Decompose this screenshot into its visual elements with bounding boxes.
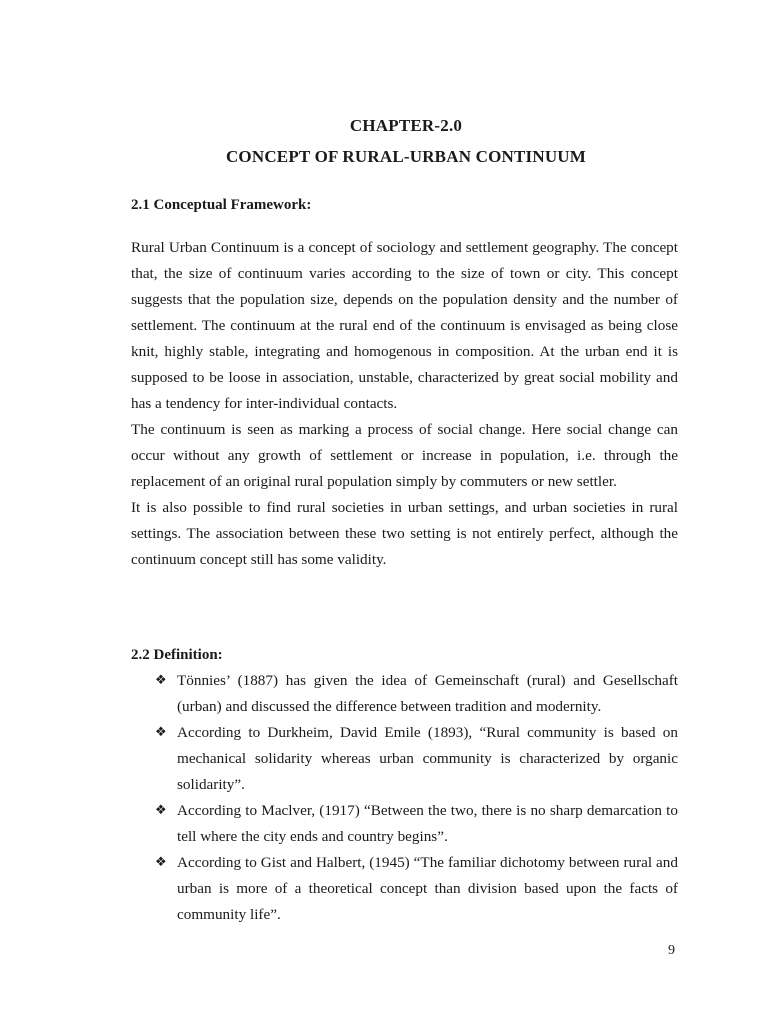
- list-item: [155, 720, 678, 798]
- paragraph: It is also possible to find rural societies in urban settings, and urban societies in rural settings. The association between these two setting is not entirely perfect, although the continuum concept still has some validity.: [131, 499, 678, 568]
- paragraph: Rural Urban Continuum is a concept of sociology and settlement geography. The concept that, the size of continuum varies according to the size of town or city. This concept suggests that the population size, depends on the population density and the number of settlement. The continuum at the rural end of the continuum is envisaged as being close knit, highly stable, integrating and homogenous in composition. At the urban end it is supposed to be loose in association, unstable, characterized by great social mobility and has a tendency for inter-individual contacts.: [131, 239, 678, 412]
- paragraph: The continuum is seen as marking a process of social change. Here social change can occur without any growth of settlement or increase in population, i.e. through the replacement of an original rural population simply by commuters or new settler.: [131, 421, 678, 490]
- list-item-text: According to Gist and Halbert, (1945) “The familiar dichotomy between rural and urban is more of a theoretical concept than division based upon the facts of community life”.: [177, 854, 678, 923]
- list-item: [155, 850, 678, 928]
- list-item-text: Tönnies’ (1887) has given the idea of Gemeinschaft (rural) and Gesellschaft (urban) and discussed the difference between tradition and modernity.: [177, 672, 678, 715]
- diamond-bullet-icon: ❖: [155, 725, 167, 740]
- section-heading-conceptual-framework: 2.1 Conceptual Framework:: [131, 197, 312, 213]
- chapter-title: CONCEPT OF RURAL-URBAN CONTINUUM: [225, 147, 587, 166]
- definition-list: [155, 668, 678, 928]
- diamond-bullet-icon: ❖: [155, 855, 167, 870]
- page-number: 9: [668, 943, 675, 958]
- list-item: [155, 798, 678, 850]
- conceptual-framework-body: [131, 235, 678, 573]
- chapter-number: CHAPTER-2.0: [349, 116, 463, 135]
- list-item-text: According to Maclver, (1917) “Between the two, there is no sharp demarcation to tell where the city ends and country begins”.: [177, 802, 678, 845]
- diamond-bullet-icon: ❖: [155, 673, 167, 688]
- section-heading-definition: 2.2 Definition:: [131, 647, 223, 663]
- list-item-text: According to Durkheim, David Emile (1893), “Rural community is based on mechanical solidarity whereas urban community is characterized by organic solidarity”.: [177, 724, 678, 793]
- list-item: [155, 668, 678, 720]
- diamond-bullet-icon: ❖: [155, 803, 167, 818]
